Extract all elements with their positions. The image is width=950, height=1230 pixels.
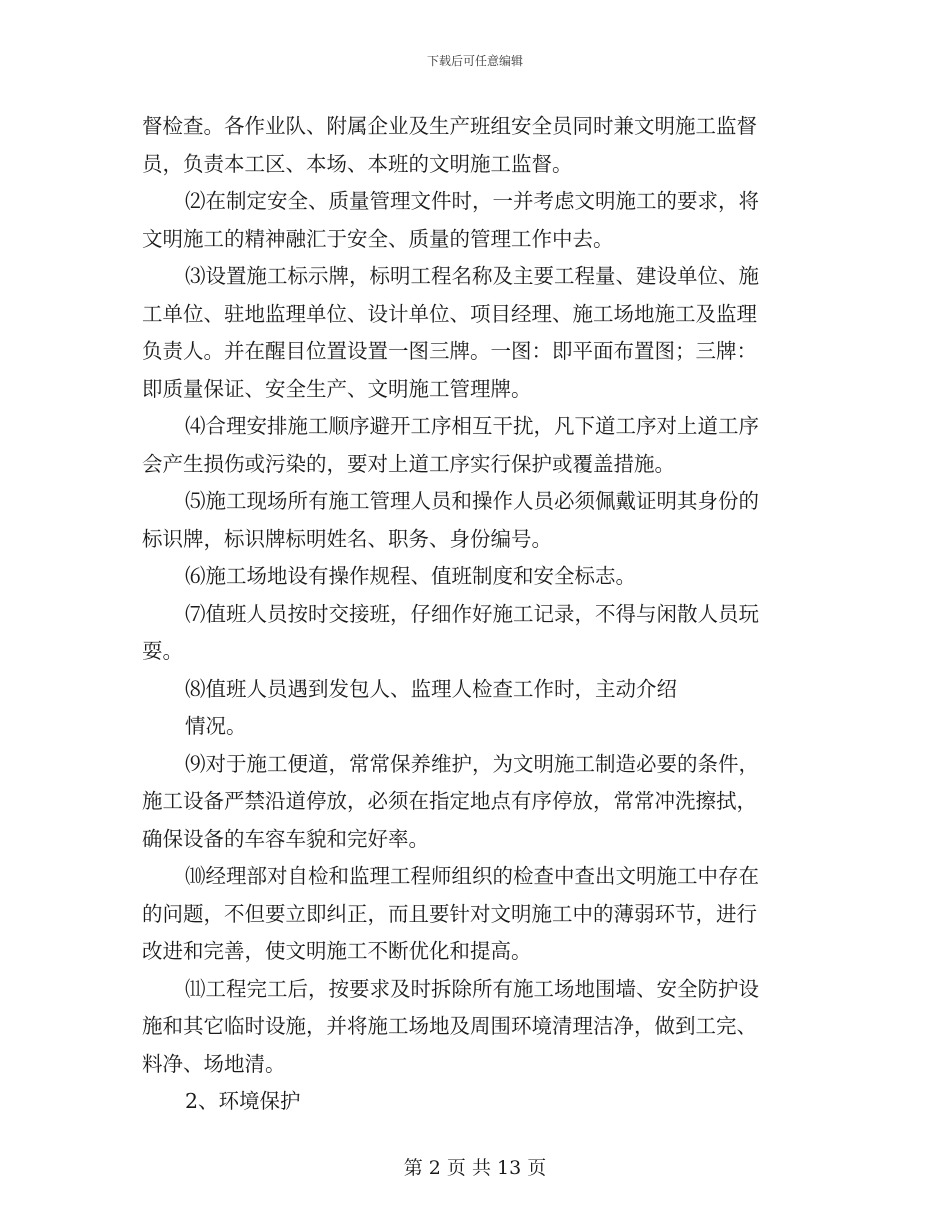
text-line: ⑹施工场地设有操作规程、值班制度和安全标志。 [185, 564, 636, 588]
page-header: 下载后可任意编辑 [426, 54, 523, 68]
text-line: 员，负责本工区、本场、本班的文明施工监督。 [142, 151, 573, 176]
text-line: ⑺值班人员按时交接班，仔细作好施工记录，不得与闲散人员玩 [185, 601, 759, 626]
text-line: 督检查。各作业队、附属企业及生产班组安全员同时兼文明施工监督 [142, 114, 757, 138]
text-line: 文明施工的精神融汇于安全、质量的管理工作中去。 [142, 226, 614, 251]
text-line: 的问题，不但要立即纠正，而且要针对文明施工中的薄弱环节，进行 [142, 901, 757, 926]
text-line: 料净、场地清。 [142, 1051, 286, 1076]
section-heading: 2、环境保护 [185, 1089, 301, 1113]
text-line: 负责人。并在醒目位置设置一图三牌。一图：即平面布置图；三牌： [142, 339, 757, 363]
text-line: 改进和完善，使文明施工不断优化和提高。 [142, 939, 532, 963]
document-body [142, 108, 808, 1121]
text-line: 即质量保证、安全生产、文明施工管理牌。 [142, 376, 532, 401]
page-footer: 第 2 页 共 13 页 [403, 1157, 547, 1179]
text-line: ⑻值班人员遇到发包人、监理人检查工作时，主动介绍 [185, 676, 677, 701]
text-line: ⑵在制定安全、质量管理文件时，一并考虑文明施工的要求，将 [185, 189, 759, 213]
text-line: 耍。 [142, 639, 183, 663]
text-line: 确保设备的车容车貌和完好率。 [142, 826, 429, 851]
text-line: ⑶设置施工标示牌，标明工程名称及主要工程量、建设单位、施 [185, 264, 759, 288]
text-line: 标识牌，标识牌标明姓名、职务、身份编号。 [142, 526, 552, 551]
text-line: ⑷合理安排施工顺序避开工序相互干扰，凡下道工序对上道工序 [185, 414, 759, 438]
text-line: 施和其它临时设施，并将施工场地及周围环境清理洁净，做到工完、 [142, 1014, 757, 1038]
text-line: 情况。 [185, 714, 247, 738]
text-line: ⑸施工现场所有施工管理人员和操作人员必须佩戴证明其身份的 [185, 489, 759, 513]
text-line: 工单位、驻地监理单位、设计单位、项目经理、施工场地施工及监理 [142, 301, 757, 326]
text-line: ⑾工程完工后，按要求及时拆除所有施工场地围墙、安全防护设 [185, 976, 759, 1001]
text-line: 施工设备严禁沿道停放，必须在指定地点有序停放，常常冲洗擦拭， [142, 789, 757, 813]
text-line: ⑼对于施工便道，常常保养维护，为文明施工制造必要的条件， [185, 751, 759, 776]
text-line: 会产生损伤或污染的，要对上道工序实行保护或覆盖措施。 [142, 451, 675, 476]
text-line: ⑽经理部对自检和监理工程师组织的检查中查出文明施工中存在 [185, 864, 759, 888]
